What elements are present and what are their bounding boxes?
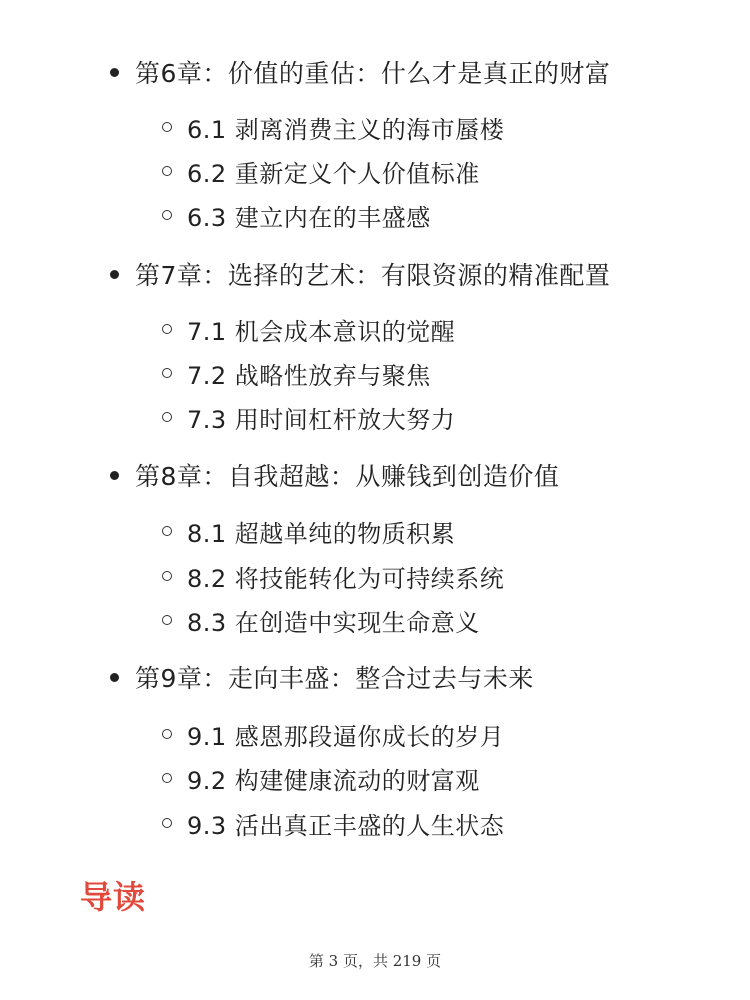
toc-section-8-3: [162, 600, 480, 640]
bullet-circle-icon: [162, 122, 172, 132]
section-title: 6.2 重新定义个人价值标准: [187, 159, 480, 188]
bullet-circle-icon: [162, 818, 172, 828]
bullet-circle-icon: [162, 773, 172, 783]
bullet-dot-icon: [110, 270, 119, 279]
toc-section-6-1: [162, 107, 504, 147]
toc-chapter-7: [110, 254, 610, 294]
section-heading: 导读: [80, 878, 147, 916]
section-title: 8.3 在创造中实现生命意义: [187, 608, 480, 637]
section-title: 8.1 超越单纯的物质积累: [187, 519, 456, 548]
page-footer: 第 3 页，共 219 页: [308, 952, 442, 970]
chapter-title: 第7章：选择的艺术：有限资源的精准配置: [135, 261, 611, 290]
toc-section-8-1: [162, 511, 455, 551]
section-title: 9.3 活出真正丰盛的人生状态: [187, 811, 505, 840]
chapter-title: 第8章：自我超越：从赚钱到创造价值: [135, 462, 560, 491]
section-title: 6.3 建立内在的丰盛感: [187, 203, 431, 232]
toc-section-9-1: [162, 714, 504, 754]
toc-section-9-3: [162, 803, 504, 843]
toc-chapter-9: [110, 657, 534, 697]
section-title: 9.1 感恩那段逼你成长的岁月: [187, 722, 505, 751]
toc-section-9-2: [162, 758, 480, 798]
bullet-circle-icon: [162, 412, 172, 422]
bullet-dot-icon: [110, 471, 119, 480]
bullet-circle-icon: [162, 324, 172, 334]
section-title: 7.3 用时间杠杆放大努力: [187, 405, 456, 434]
toc-chapter-6: [110, 52, 610, 92]
toc-section-6-2: [162, 151, 480, 191]
toc-section-8-2: [162, 556, 504, 596]
section-title: 7.1 机会成本意识的觉醒: [187, 317, 456, 346]
bullet-circle-icon: [162, 526, 172, 536]
section-title: 9.2 构建健康流动的财富观: [187, 766, 480, 795]
toc-section-7-1: [162, 309, 455, 349]
bullet-circle-icon: [162, 368, 172, 378]
bullet-circle-icon: [162, 571, 172, 581]
section-title: 6.1 剥离消费主义的海市蜃楼: [187, 115, 505, 144]
toc-chapter-8: [110, 455, 559, 495]
bullet-circle-icon: [162, 166, 172, 176]
section-title: 8.2 将技能转化为可持续系统: [187, 564, 505, 593]
bullet-circle-icon: [162, 615, 172, 625]
bullet-dot-icon: [110, 673, 119, 682]
bullet-dot-icon: [110, 68, 119, 77]
toc-section-7-2: [162, 353, 431, 393]
toc-section-7-3: [162, 397, 455, 437]
section-title: 7.2 战略性放弃与聚焦: [187, 361, 431, 390]
bullet-circle-icon: [162, 210, 172, 220]
toc-section-6-3: [162, 195, 431, 235]
chapter-title: 第9章：走向丰盛：整合过去与未来: [135, 664, 534, 693]
bullet-circle-icon: [162, 729, 172, 739]
chapter-title: 第6章：价值的重估：什么才是真正的财富: [135, 59, 611, 88]
